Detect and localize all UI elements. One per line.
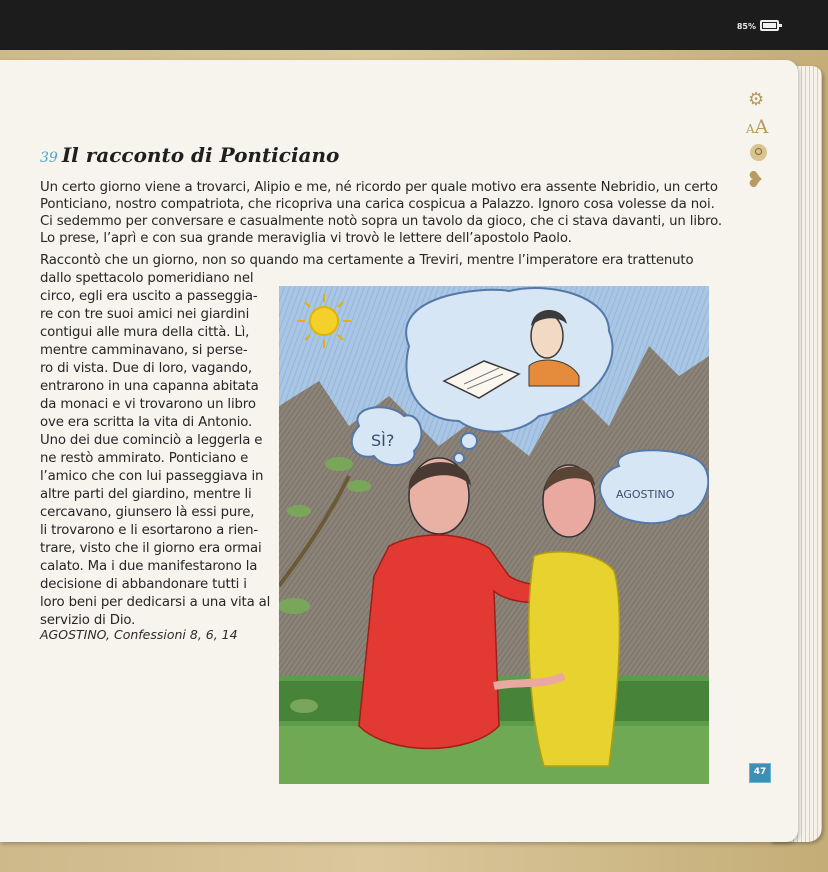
battery-percent: 85% <box>736 22 756 31</box>
text-line: calato. Ma i due manifestarono la <box>40 559 258 574</box>
text-line: Ci sedemmo per conversare e casualmente notò sopra un tavolo da gioco, che ci stava davanti, un libro. <box>40 214 723 229</box>
text-line: Uno dei due cominciò a leggerla e <box>40 433 263 448</box>
text-line: li trovarono e li esortarono a rien- <box>40 523 258 538</box>
child-drawing-illustration <box>279 286 709 784</box>
font-size-icon[interactable]: AA <box>746 116 769 138</box>
bookmark-icon[interactable]: ❥ <box>746 168 765 193</box>
text-line: re con tre suoi amici nei giardini <box>40 307 250 322</box>
chapter-heading <box>40 143 339 167</box>
text-line: trare, visto che il giorno era ormai <box>40 541 262 556</box>
text-line: circo, egli era uscito a passeggia- <box>40 289 258 304</box>
search-icon[interactable] <box>750 144 767 161</box>
status-bar <box>0 0 828 50</box>
text-line: servizio di Dio. <box>40 613 136 628</box>
battery-fill <box>763 23 776 28</box>
text-line: entrarono in una capanna abitata <box>40 379 259 394</box>
chapter-title: Il racconto di Ponticiano <box>61 143 340 167</box>
text-line: ne restò ammirato. Ponticiano e <box>40 451 249 466</box>
text-line: ove era scritta la vita di Antonio. <box>40 415 253 430</box>
page-number: 47 <box>749 763 771 783</box>
text-line: cercavano, giunsero là essi pure, <box>40 505 255 520</box>
citation: AGOSTINO, Confessioni 8, 6, 14 <box>40 627 238 642</box>
text-line: da monaci e vi trovarono un libro <box>40 397 256 412</box>
speech-left-text: SÌ? <box>371 431 395 450</box>
settings-gear-icon[interactable]: ⚙ <box>748 89 765 110</box>
text-line: Raccontò che un giorno, non so quando ma certamente a Treviri, mentre l’imperatore era trattenuto <box>40 253 694 268</box>
text-line: dallo spettacolo pomeridiano nel <box>40 271 254 286</box>
battery-icon <box>760 20 779 31</box>
speech-right-text: AGOSTINO <box>616 488 675 501</box>
text-line: decisione di abbandonare tutti i <box>40 577 247 592</box>
text-line: Un certo giorno viene a trovarci, Alipio e me, né ricordo per quale motivo era assente Nebridio, un certo <box>40 180 718 195</box>
text-line: Lo prese, l’aprì e con sua grande meraviglia vi trovò le lettere dell’apostolo Paolo. <box>40 231 572 246</box>
text-line: l’amico che con lui passeggiava in <box>40 469 264 484</box>
text-line: loro beni per dedicarsi a una vita al <box>40 595 271 610</box>
text-line: contigui alle mura della città. Lì, <box>40 325 250 340</box>
text-line: Ponticiano, nostro compatriota, che ricopriva una carica cospicua a Palazzo. Ignoro cosa volesse da noi. <box>40 197 715 212</box>
chapter-number: 39 <box>40 150 58 166</box>
text-line: ro di vista. Due di loro, vagando, <box>40 361 252 376</box>
text-line: altre parti del giardino, mentre li <box>40 487 252 502</box>
text-line: mentre camminavano, si perse- <box>40 343 248 358</box>
